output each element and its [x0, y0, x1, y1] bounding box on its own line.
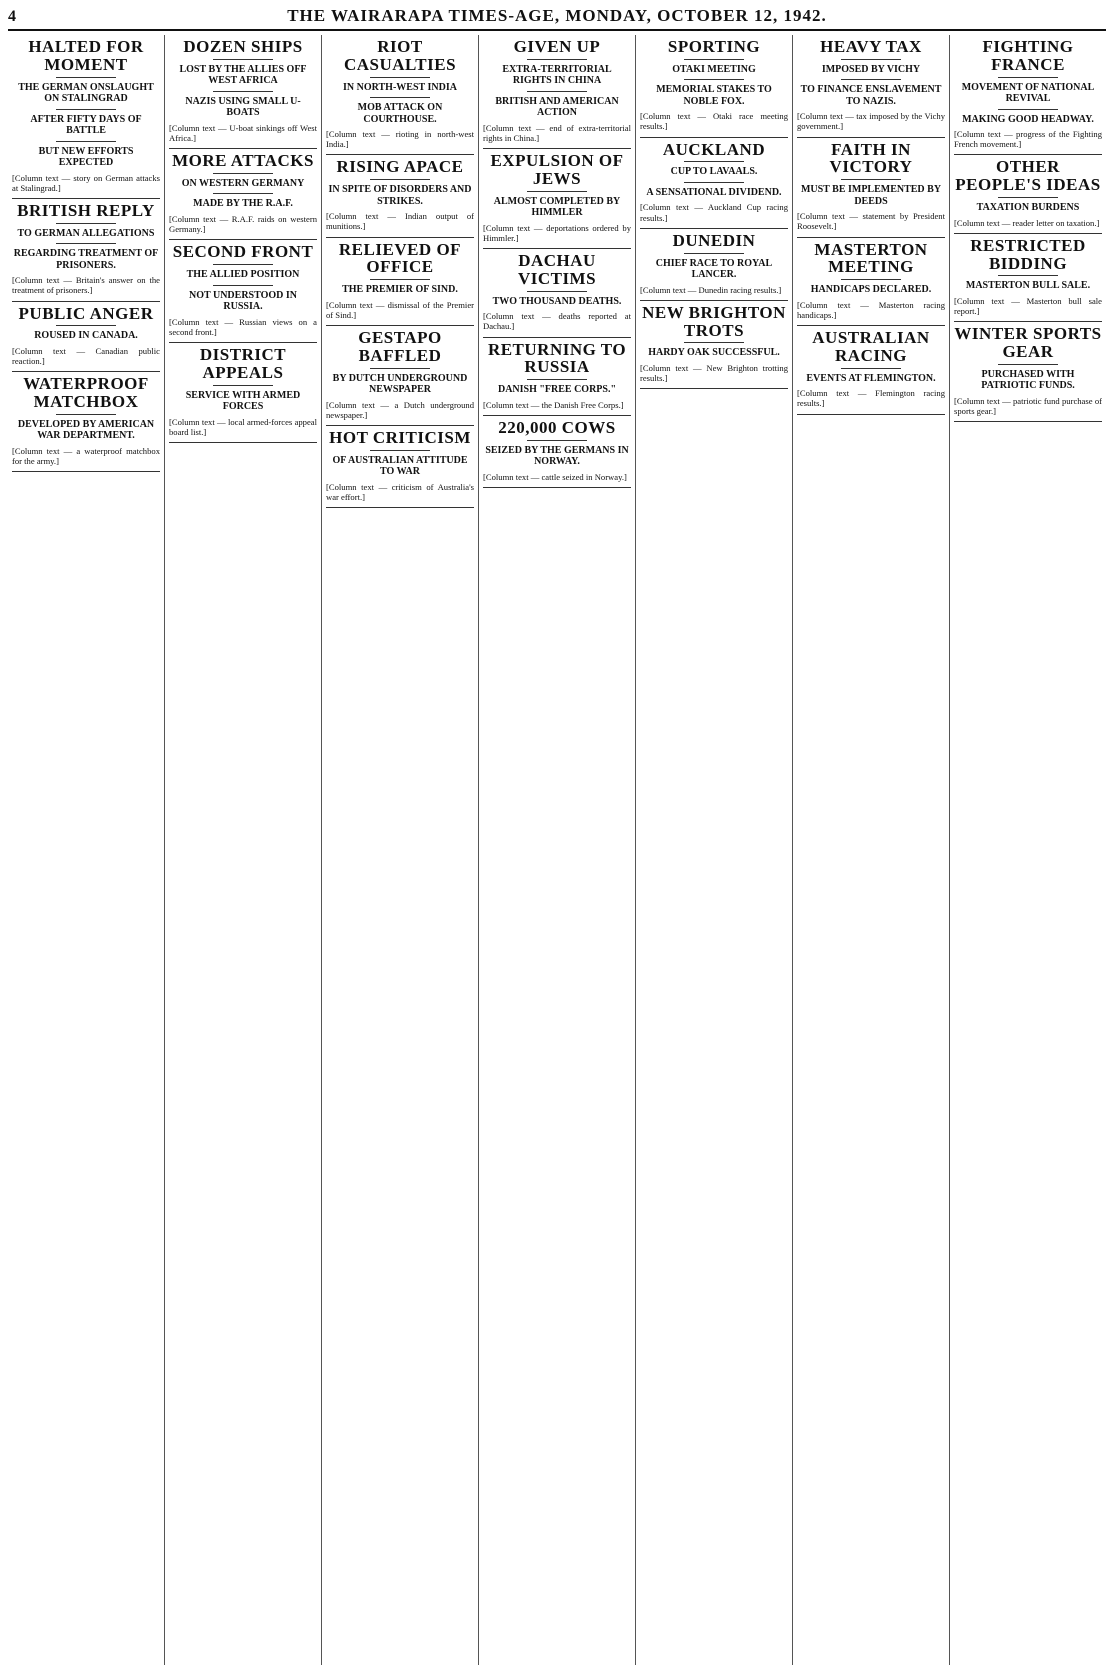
article-body: [Column text — Indian output of munitions.] — [326, 211, 474, 232]
article-body: [Column text — Flemington racing results.] — [797, 388, 945, 409]
article — [12, 372, 160, 472]
article-body: [Column text — cattle seized in Norway.] — [483, 471, 627, 482]
masthead-title: THE WAIRARAPA TIMES-AGE, MONDAY, OCTOBER 12, 1942. — [287, 6, 827, 25]
headline: AUSTRALIAN RACING — [812, 328, 930, 365]
subheadline: DANISH "FREE CORPS." — [497, 384, 617, 396]
headline: FIGHTING FRANCE — [982, 37, 1074, 74]
subheadline: BRITISH AND AMERICAN ACTION — [495, 95, 619, 119]
column-1 — [8, 35, 165, 1665]
subheadline: HARDY OAK SUCCESSFUL. — [648, 347, 780, 359]
subheadline: NAZIS USING SMALL U-BOATS — [185, 95, 301, 119]
article — [12, 35, 160, 199]
subheadline: MASTERTON BULL SALE. — [965, 280, 1091, 292]
article — [483, 35, 631, 149]
article — [797, 138, 945, 238]
headline: MASTERTON MEETING — [814, 239, 928, 277]
article-body: [Column text — end of extra-territorial rights in China.] — [483, 122, 631, 143]
article — [326, 326, 474, 426]
headline: RIOT CASUALTIES — [343, 37, 457, 74]
subheadline: ALMOST COMPLETED BY HIMMLER — [493, 195, 621, 219]
subheadline: OTAKI MEETING — [672, 63, 756, 75]
article-body: [Column text — story on German attacks at Stalingrad.] — [12, 172, 160, 193]
article-body: [Column text — progress of the Fighting French movement.] — [954, 129, 1102, 150]
subheadline: CUP TO LAVAALS. — [670, 166, 758, 178]
subheadline: TO FINANCE ENSLAVEMENT TO NAZIS. — [800, 84, 942, 107]
headline: OTHER PEOPLE'S IDEAS — [955, 157, 1101, 195]
headline: DISTRICT APPEALS — [199, 344, 287, 382]
subheadline: THE GERMAN ONSLAUGHT ON STALINGRAD — [18, 81, 154, 105]
subheadline: TAXATION BURDENS — [976, 202, 1080, 214]
headline: RESTRICTED BIDDING — [970, 235, 1086, 273]
article-body: [Column text — Auckland Cup racing results.] — [640, 202, 788, 223]
article — [483, 249, 631, 337]
headline: DUNEDIN — [672, 230, 756, 250]
article — [326, 155, 474, 237]
headline: DOZEN SHIPS — [183, 37, 303, 56]
article-body: [Column text — Otaki race meeting results.] — [640, 111, 788, 132]
article-body: [Column text — deportations ordered by Himmler.] — [483, 222, 631, 243]
article-body: [Column text — a Dutch underground newspaper.] — [326, 399, 474, 420]
headline: RELIEVED OF OFFICE — [338, 239, 462, 277]
masthead — [8, 6, 1106, 31]
subheadline: HANDICAPS DECLARED. — [810, 284, 932, 296]
column-2 — [165, 35, 322, 1665]
subheadline: SERVICE WITH ARMED FORCES — [185, 389, 301, 413]
headline: EXPULSION OF JEWS — [490, 151, 624, 188]
headline: WATERPROOF MATCHBOX — [23, 374, 149, 412]
article — [954, 234, 1102, 322]
subheadline: MOB ATTACK ON COURTHOUSE. — [357, 102, 443, 125]
article — [483, 416, 631, 488]
article — [326, 426, 474, 508]
article-body: [Column text — Dunedin racing results.] — [640, 284, 782, 295]
article-body: [Column text — local armed-forces appeal board list.] — [169, 416, 317, 437]
headline: AUCKLAND — [662, 139, 766, 159]
headline: WINTER SPORTS GEAR — [954, 324, 1102, 362]
article-body: [Column text — Russian views on a second front.] — [169, 316, 317, 337]
subheadline: OF AUSTRALIAN ATTITUDE TO WAR — [332, 454, 468, 478]
headline: 220,000 COWS — [498, 417, 616, 437]
article-body: [Column text — rioting in north-west India.] — [326, 129, 474, 150]
article — [640, 301, 788, 389]
article-body: [Column text — criticism of Australia's war effort.] — [326, 481, 474, 503]
subheadline: THE PREMIER OF SIND. — [342, 284, 458, 296]
article-body: [Column text — tax imposed by the Vichy government.] — [797, 111, 945, 132]
article — [797, 238, 945, 326]
article — [954, 322, 1102, 422]
subheadline: THE ALLIED POSITION — [186, 269, 300, 281]
article — [797, 35, 945, 138]
headline: FAITH IN VICTORY — [829, 139, 913, 177]
subheadline: IN SPITE OF DISORDERS AND STRIKES. — [328, 184, 472, 207]
article-body: [Column text — R.A.F. raids on western Germany.] — [169, 213, 317, 235]
subheadline: REGARDING TREATMENT OF PRISONERS. — [13, 248, 159, 271]
article-body: [Column text — New Brighton trotting results.] — [640, 362, 788, 384]
subheadline: NOT UNDERSTOOD IN RUSSIA. — [189, 289, 297, 313]
article — [640, 138, 788, 229]
column-7 — [950, 35, 1106, 1665]
subheadline: IMPOSED BY VICHY — [821, 63, 921, 75]
headline: GIVEN UP — [513, 37, 601, 56]
subheadline: MUST BE IMPLEMENTED BY DEEDS — [800, 184, 942, 207]
subheadline: AFTER FIFTY DAYS OF BATTLE — [30, 113, 142, 137]
article — [483, 149, 631, 249]
subheadline: MADE BY THE R.A.F. — [193, 198, 293, 210]
headline: BRITISH REPLY — [17, 200, 155, 220]
column-4 — [479, 35, 636, 1665]
headline: RETURNING TO RUSSIA — [487, 339, 627, 377]
subheadline: DEVELOPED BY AMERICAN WAR DEPARTMENT. — [17, 418, 155, 442]
headline: SPORTING — [667, 37, 761, 56]
headline: HALTED FOR MOMENT — [28, 37, 144, 74]
subheadline: IN NORTH-WEST INDIA — [343, 81, 457, 93]
columns — [8, 35, 1106, 1665]
article-body: [Column text — statement by President Roosevelt.] — [797, 211, 945, 232]
subheadline: ON WESTERN GERMANY — [181, 177, 305, 189]
subheadline: MEMORIAL STAKES TO NOBLE FOX. — [656, 84, 772, 107]
column-3 — [322, 35, 479, 1665]
subheadline: BUT NEW EFFORTS EXPECTED — [38, 145, 134, 169]
page-number: 4 — [8, 8, 16, 25]
headline: MORE ATTACKS — [172, 151, 314, 171]
subheadline: TWO THOUSAND DEATHS. — [492, 295, 622, 307]
article — [797, 326, 945, 414]
article — [954, 155, 1102, 233]
article — [169, 240, 317, 343]
subheadline: BY DUTCH UNDERGROUND NEWSPAPER — [332, 372, 468, 396]
article — [326, 35, 474, 155]
subheadline: MAKING GOOD HEADWAY. — [962, 113, 1094, 125]
article-body: [Column text — a waterproof matchbox for the army.] — [12, 445, 160, 467]
headline: RISING APACE — [336, 157, 464, 177]
article-body: [Column text — Masterton racing handicaps.] — [797, 299, 945, 320]
headline: PUBLIC ANGER — [18, 303, 154, 323]
headline: GESTAPO BAFFLED — [358, 328, 442, 365]
subheadline: A SENSATIONAL DIVIDEND. — [646, 186, 782, 198]
subheadline: TO GERMAN ALLEGATIONS — [17, 227, 155, 239]
headline: HOT CRITICISM — [329, 428, 471, 448]
subheadline: SEIZED BY THE GERMANS IN NORWAY. — [485, 444, 629, 468]
subheadline: LOST BY THE ALLIES OFF WEST AFRICA — [179, 63, 307, 87]
subheadline: PURCHASED WITH PATRIOTIC FUNDS. — [981, 368, 1075, 392]
article-body: [Column text — Canadian public reaction.] — [12, 345, 160, 367]
article-body: [Column text — deaths reported at Dachau.] — [483, 311, 631, 332]
headline: NEW BRIGHTON TROTS — [642, 302, 786, 340]
headline: DACHAU VICTIMS — [517, 251, 597, 288]
article-body: [Column text — the Danish Free Corps.] — [483, 399, 624, 410]
headline: SECOND FRONT — [172, 242, 314, 262]
article — [169, 343, 317, 443]
article-body: [Column text — reader letter on taxation.] — [954, 217, 1100, 228]
article-body: [Column text — Britain's answer on the treatment of prisoners.] — [12, 275, 160, 296]
article — [954, 35, 1102, 155]
article — [326, 238, 474, 326]
subheadline: MOVEMENT OF NATIONAL REVIVAL — [961, 81, 1095, 105]
subheadline: EXTRA-TERRITORIAL RIGHTS IN CHINA — [502, 63, 612, 87]
article-body: [Column text — dismissal of the Premier of Sind.] — [326, 299, 474, 320]
headline: HEAVY TAX — [820, 37, 922, 56]
column-6 — [793, 35, 950, 1665]
article — [169, 35, 317, 149]
article — [640, 229, 788, 301]
article-body: [Column text — U-boat sinkings off West Africa.] — [169, 122, 317, 143]
subheadline: CHIEF RACE TO ROYAL LANCER. — [655, 257, 773, 281]
subheadline: EVENTS AT FLEMINGTON. — [806, 372, 936, 384]
article — [483, 338, 631, 416]
article-body: [Column text — patriotic fund purchase of sports gear.] — [954, 395, 1102, 417]
article — [169, 149, 317, 240]
column-5 — [636, 35, 793, 1665]
article — [12, 199, 160, 302]
article — [12, 302, 160, 373]
article — [640, 35, 788, 138]
subheadline: ROUSED IN CANADA. — [34, 330, 138, 342]
article-body: [Column text — Masterton bull sale report.] — [954, 295, 1102, 317]
